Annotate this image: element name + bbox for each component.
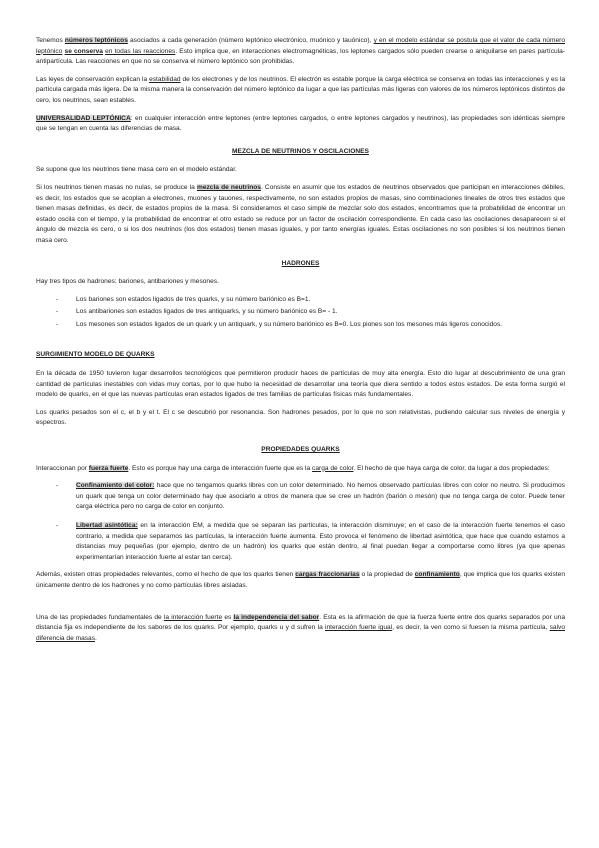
- term-fractional-charges: cargas fraccionarias: [295, 571, 360, 579]
- term-mass-difference: salvo diferencia de masas: [36, 624, 566, 642]
- term-color-charge: carga de color: [312, 464, 354, 472]
- term-confinement: confinamiento: [414, 571, 460, 579]
- paragraph-quark-model-history: En la década de 1950 tuvieron lugar desarrollos tecnológicos que permitieron producir haces de partículas de muy alta energía. Esto dio lugar al descubrimiento de una gran cantidad de partículas inestables con vidas muy cortas, por lo que hubo la necesidad de desarrollar una teoría que diera sentido a todos estos estados. De esta forma surgió el modelo de quarks, en el que las nuevas partículas eran estados ligados de tres familias de partículas físicas más fundamentales.: [36, 370, 565, 399]
- list-item: - Libertad asintótica: en la interacción EM, a medida que se separan las partículas, la interacción disminuye; en el caso de la interacción fuerte tenemos el caso contrario, a medida que separamos las partículas, la interacción fuerte aumenta. Esto provoca el fenómeno de libertad asintótica, que hace que cuando estamos a distancias muy pequeñas (por ejemplo, dentro de un hadrón) los quarks que están dentro, al final puedan llegar a comportarse como libres (ya que apenas experimentarían interacción fuerte al estar tan cerca).: [76, 521, 565, 563]
- term-strong-interaction: la interacción fuerte: [163, 613, 223, 621]
- list-item: - Los mesones son estados ligados de un quark y un antiquark, y su número bariónico es B=0. Los piones son los mesones más ligeros conocidos.: [76, 320, 565, 331]
- term-neutrino-mixing: mezcla de neutrinos: [196, 183, 261, 191]
- paragraph-strong-force: Interaccionan por fuerza fuerte. Esto es porque hay una carga de interacción fuerte que es la carga de color. El hecho de que haya carga de color, da lugar a dos propiedades:: [36, 464, 550, 472]
- heading-hadrons: HADRONES: [281, 259, 320, 267]
- list-item: - Los bariones son estados ligados de tres quarks, y su número bariónico es B=1.: [76, 295, 565, 306]
- hadron-list: [36, 295, 565, 331]
- paragraph-massless-neutrinos: Se supone que los neutrinos tiene masa cero en el modelo estándar.: [36, 166, 237, 174]
- paragraph-stability: Las leyes de conservación explican la estabilidad de los electrones y de los neutrinos. El electrón es estable porque la carga eléctrica se conserva en todas las interacciones y es la partícula cargada más ligera. De la misma manera la conservación del número leptónico da lugar a que las partículas más ligeras con valores de los números leptónicos distintos de cero, los neutrinos, sean estables.: [36, 75, 565, 104]
- list-item: - Los antibariones son estados ligados de tres antiquarks, y su número bariónico es B= - 1.: [76, 307, 565, 318]
- heading-quark-properties: PROPIEDADES QUARKS: [261, 446, 340, 454]
- paragraph-neutrino-mixing: Si los neutrinos tienen masas no nulas, se produce la mezcla de neutrinos. Consiste en asumir que los estados de neutrinos observados que participan en interacciones débiles, es decir, los estados que se acoplan a electrones, muones y tauones, respectivamente, no son estados propios de masas, sino combinaciones lineales de otros tres estados que tienen masas definidas, es decir, de estados propios de la masa. Si consideramos el caso simple de mezclar solo dos estados, encontramos que la probabilidad de encontrar un estado oscila con el tiempo, y la probabilidad de encontrar el otro estado se reduce por un factor de oscilación correspondiente. En cada caso las oscilaciones desaparecen si el ángulo de mezcla es cero, o si los dos neutrinos (los dos estados) tienen masas iguales, y por tanto energías iguales. Estas oscilaciones no son posibles si los neutrinos tienen masa cero.: [36, 183, 565, 244]
- quark-property-list: [36, 481, 565, 563]
- term-strong-force: fuerza fuerte: [88, 464, 129, 472]
- paragraph-heavy-quarks: Los quarks pesados son el c, el b y el t. El c se descubrió por resonancia. Son hadrones pesados, por lo que no son relativistas, pudiendo calcular sus niveles de energía y espectros.: [36, 408, 565, 427]
- document-page: [36, 36, 565, 651]
- term-lepton-numbers: números leptónicos: [64, 37, 128, 44]
- term-stability: estabilidad: [149, 75, 181, 83]
- term-flavor-independence: la independencia del sabor: [233, 613, 320, 621]
- term-lepton-universality: UNIVERSALIDAD LEPTÓNICA: [36, 114, 131, 122]
- paragraph-hadron-types: Hay tres tipos de hadrones: bariones, antibariones y mesones.: [36, 278, 219, 286]
- term-equal-strong-interaction: interacción fuerte igual: [325, 624, 393, 632]
- heading-neutrino-mixing: MEZCLA DE NEUTRINOS Y OSCILACIONES: [232, 147, 369, 155]
- heading-quark-model: SURGIMIENTO MODELO DE QUARKS: [36, 351, 155, 359]
- term-asymptotic-freedom: Libertad asintótica:: [76, 522, 138, 529]
- term-color-confinement: Confinamiento del color:: [76, 482, 155, 490]
- paragraph-lepton-numbers: Tenemos números leptónicos asociados a cada generación (número leptónico electrónico, muónico y tauónico), y en el modelo estándar se postula que el valor de cada número leptónico se conserva en todas las reacciones. Esto implica que, en interacciones electromagnéticas, los leptones cargados sólo pueden crearse o aniquilarse en pares partícula-antipartícula. Las reacciones en que no se conserva el número leptónico son prohibidas.: [36, 37, 565, 66]
- paragraph-flavor-independence: Una de las propiedades fundamentales de la interacción fuerte es la independencia del sabor. Esta es la afirmación de que la fuerza fuerte entre dos quarks separados por una distancia fija es independiente de los sabores de los quarks. Por ejemplo, quarks u y d sufren la interacción fuerte igual, es decir, la ven como si fuesen la misma partícula, salvo diferencia de masas.: [36, 613, 566, 642]
- list-item: - Confinamiento del color: hace que no tengamos quarks libres con un color determinado. No hemos observado partículas libres con color no neutro. Si producimos un quark que tenga un color determinado hay que asociarlo a otros de manera que se cree un hadrón (barión o mesón) que no tenga carga de color. Puede tener carga eléctrica pero no carga de color en conjunto.: [76, 481, 565, 513]
- term-conserved: se conserva: [64, 47, 103, 55]
- paragraph-lepton-universality: UNIVERSALIDAD LEPTÓNICA: en cualquier interacción entre leptones (entre leptones cargados, o entre leptones cargados y neutrinos), las propiedades son idénticas siempre que se tengan en cuenta las diferencias de masa.: [36, 114, 565, 133]
- paragraph-other-properties: Además, existen otras propiedades relevantes, como el hecho de que los quarks tienen cargas fraccionarias o la propiedad de confinamiento, que implica que los quarks existen únicamente dentro de los hadrones y no como partículas libres aisladas.: [36, 571, 565, 589]
